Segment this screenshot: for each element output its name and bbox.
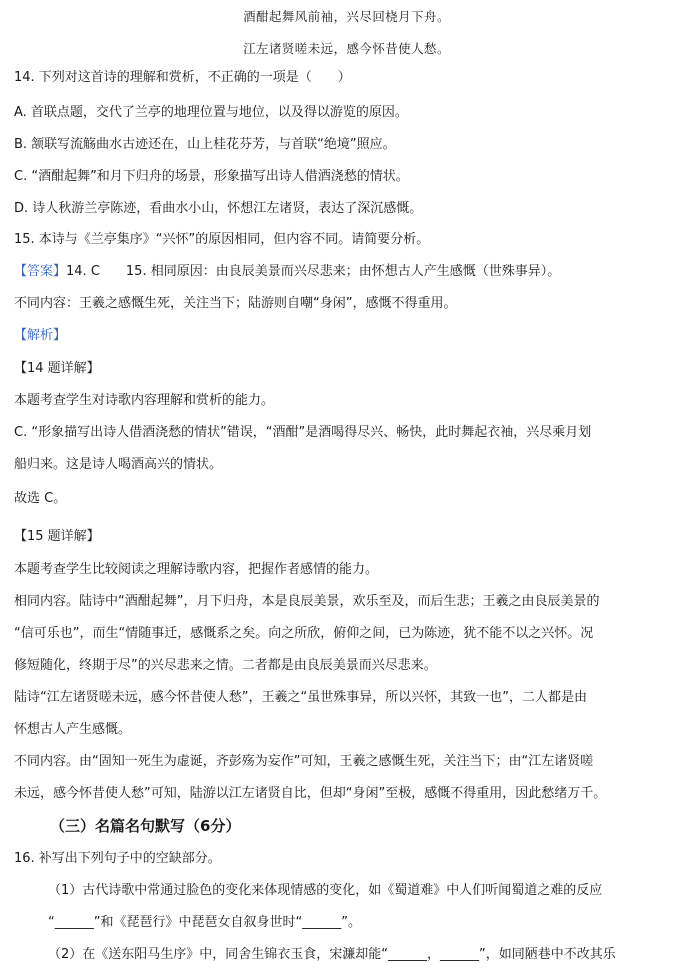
section-3-heading: （三）名篇名句默写（6分）	[50, 817, 241, 835]
answer-line-2: 不同内容：王羲之感慨生死，关注当下；陆游则自嘲“身闲”，感慨不得重用。	[14, 296, 457, 311]
q15-detail-p4: 修短随化，终期于尽”的兴尽悲来之情。二者都是由良辰美景而兴尽悲来。	[14, 658, 437, 673]
q15-detail-heading: 【15 题详解】	[14, 529, 100, 544]
question-14-option-a: A. 首联点题，交代了兰亭的地理位置与地位，以及得以游览的原因。	[14, 105, 408, 120]
q15-detail-p3: “信可乐也”，而生“情随事迁，感慨系之矣。向之所欣，俯仰之间，已为陈迹，犹不能不以之兴怀。况	[14, 626, 594, 641]
q14-detail-p4: 故选 C。	[14, 491, 67, 506]
q15-detail-p6: 怀想古人产生感慨。	[14, 722, 132, 737]
question-14-option-d: D. 诗人秋游兰亭陈迹，看曲水小山，怀想江左诸贤，表达了深沉感慨。	[14, 201, 423, 216]
poem-line-1: 酒酣起舞风前袖，兴尽回桡月下舟。	[243, 9, 450, 24]
q15-detail-p2: 相同内容。陆诗中“酒酣起舞”，月下归舟，本是良辰美景，欢乐至及，而后生悲；王羲之由良辰美景的	[14, 594, 600, 609]
q14-detail-heading: 【14 题详解】	[14, 361, 100, 376]
question-14-option-b: B. 颔联写流觞曲水古迹还在，山上桂花芬芳，与首联“绝境”照应。	[14, 137, 396, 152]
q15-detail-p7: 不同内容。由“固知一死生为虚诞，齐彭殇为妄作”可知，王羲之感慨生死，关注当下；由“江左诸贤嗟	[14, 754, 594, 769]
question-16-item-1b: “______”和《琵琶行》中琵琶女自叙身世时“______”。	[48, 915, 361, 930]
analysis-tag: 【解析】	[14, 328, 67, 343]
q15-detail-p8: 未远，感今怀昔使人愁”可知，陆游以江左诸贤自比，但却“身闲”至极，感慨不得重用，因此愁绪万千。	[14, 786, 607, 801]
answer-text: 14. C 15. 相同原因：由良辰美景而兴尽悲来；由怀想古人产生感慨（世殊事异）。	[66, 264, 561, 279]
question-16-stem: 16. 补写出下列句子中的空缺部分。	[14, 851, 221, 866]
answer-line-1	[14, 263, 560, 281]
answer-tag: 【答案】	[14, 264, 67, 279]
question-16-item-1a: （1）古代诗歌中常通过脸色的变化来体现情感的变化，如《蜀道难》中人们听闻蜀道之难的反应	[48, 883, 603, 898]
question-14-option-c: C. “酒酣起舞”和月下归舟的场景，形象描写出诗人借酒浇愁的情状。	[14, 169, 409, 184]
q14-detail-p2: C. “形象描写出诗人借酒浇愁的情状”错误，“酒酣”是酒喝得尽兴、畅快，此时舞起衣袖，兴尽乘月划	[14, 425, 592, 440]
q14-detail-p1: 本题考查学生对诗歌内容理解和赏析的能力。	[14, 393, 275, 408]
q15-detail-p5: 陆诗“江左诸贤嗟未远，感今怀昔使人愁”，王羲之“虽世殊事异，所以兴怀，其致一也”，二人都是由	[14, 690, 587, 705]
q15-detail-p1: 本题考查学生比较阅读之理解诗歌内容，把握作者感情的能力。	[14, 562, 379, 577]
question-14-stem: 14. 下列对这首诗的理解和赏析，不正确的一项是（ ）	[14, 70, 351, 85]
q14-detail-p3: 船归来。这是诗人喝酒高兴的情状。	[14, 457, 223, 472]
question-15-stem: 15. 本诗与《兰亭集序》“兴怀”的原因相同，但内容不同。请简要分析。	[14, 232, 430, 247]
question-16-item-2a: （2）在《送东阳马生序》中，同舍生锦衣玉食，宋濂却能“______，______”，如同陋巷中不改其乐	[48, 947, 616, 962]
poem-line-2: 江左诸贤嗟未远，感今怀昔使人愁。	[243, 41, 450, 56]
